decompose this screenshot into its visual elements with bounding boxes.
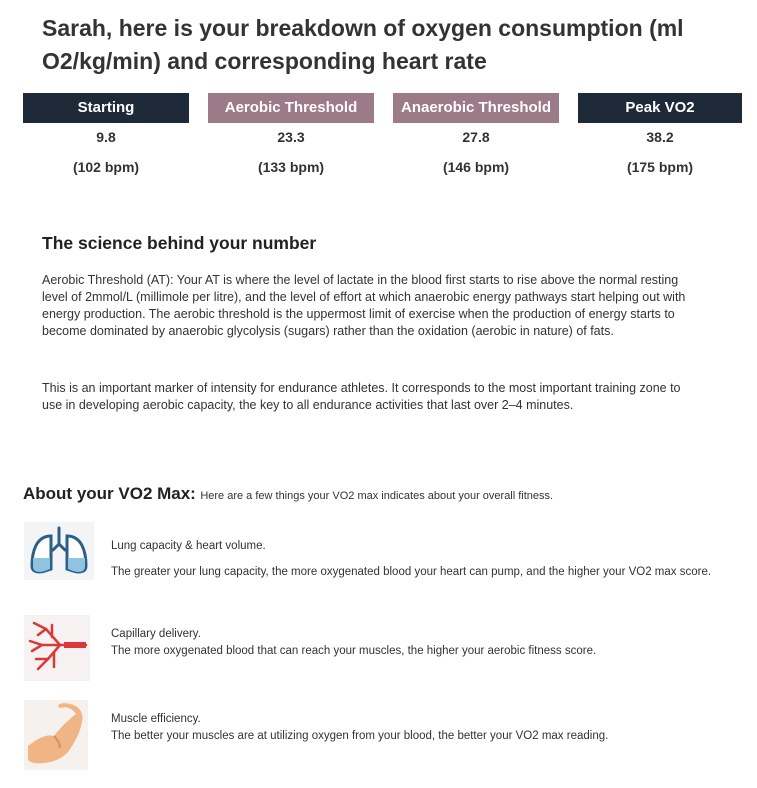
metric-bpm: (133 bpm): [257, 159, 325, 175]
item-capillary-delivery: [111, 626, 731, 660]
metric-value: 27.8: [462, 129, 490, 145]
metric-value: 23.3: [277, 129, 305, 145]
lungs-icon: [24, 522, 94, 592]
metric-bpm: (102 bpm): [72, 159, 140, 175]
metric-header: Aerobic Threshold: [208, 93, 374, 123]
metric-peak-vo2: [578, 93, 742, 175]
item-title: Muscle efficiency.: [111, 713, 201, 725]
metric-starting: [23, 93, 189, 175]
metric-anaerobic-threshold: [393, 93, 559, 175]
item-lung-capacity: [111, 538, 731, 581]
item-description: The more oxygenated blood that can reach your muscles, the higher your aerobic fitness score.: [111, 645, 597, 657]
science-paragraph-2: This is an important marker of intensity for endurance athletes. It corresponds to the most important training zone to use in developing aerobic capacity, the key to all endurance activities that last over 2–4 minutes.: [42, 381, 681, 412]
item-description: The greater your lung capacity, the more oxygenated blood your heart can pump, and the higher your VO2 max score.: [111, 566, 712, 578]
about-vo2-heading-row: [23, 484, 743, 504]
metric-header: Peak VO2: [578, 93, 742, 123]
page-title: Sarah, here is your breakdown of oxygen consumption (ml O2/kg/min) and corresponding heart rate: [42, 15, 684, 74]
metric-value: 38.2: [646, 129, 674, 145]
science-heading: The science behind your number: [42, 233, 317, 253]
item-description: The better your muscles are at utilizing oxygen from your blood, the better your VO2 max reading.: [111, 730, 609, 742]
metric-bpm: (175 bpm): [626, 159, 694, 175]
item-title: Lung capacity & heart volume.: [111, 540, 266, 552]
science-paragraph-1: Aerobic Threshold (AT): Your AT is where the level of lactate in the blood first starts to rise above the normal resting level of 2mmol/L (millimole per litre), and the level of effort at which anaerobic energy pathways start helping out with energy production. The aerobic threshold is the uppermost limit of exercise when the production of energy starts to become dominated by anaerobic glycolysis (sugars) rather than the oxidation (aerobic in nature) of fats.: [42, 273, 686, 338]
metric-header: Anaerobic Threshold: [393, 93, 559, 123]
metric-aerobic-threshold: [208, 93, 374, 175]
metric-value: 9.8: [96, 129, 116, 145]
metric-header: Starting: [23, 93, 189, 123]
metric-bpm: (146 bpm): [442, 159, 510, 175]
item-title: Capillary delivery.: [111, 628, 201, 640]
capillary-icon: [24, 615, 94, 685]
about-intro: Here are a few things your VO2 max indicates about your overall fitness.: [200, 490, 554, 502]
muscle-icon: [24, 700, 94, 770]
item-muscle-efficiency: [111, 711, 731, 745]
about-heading: About your VO2 Max:: [23, 484, 196, 503]
